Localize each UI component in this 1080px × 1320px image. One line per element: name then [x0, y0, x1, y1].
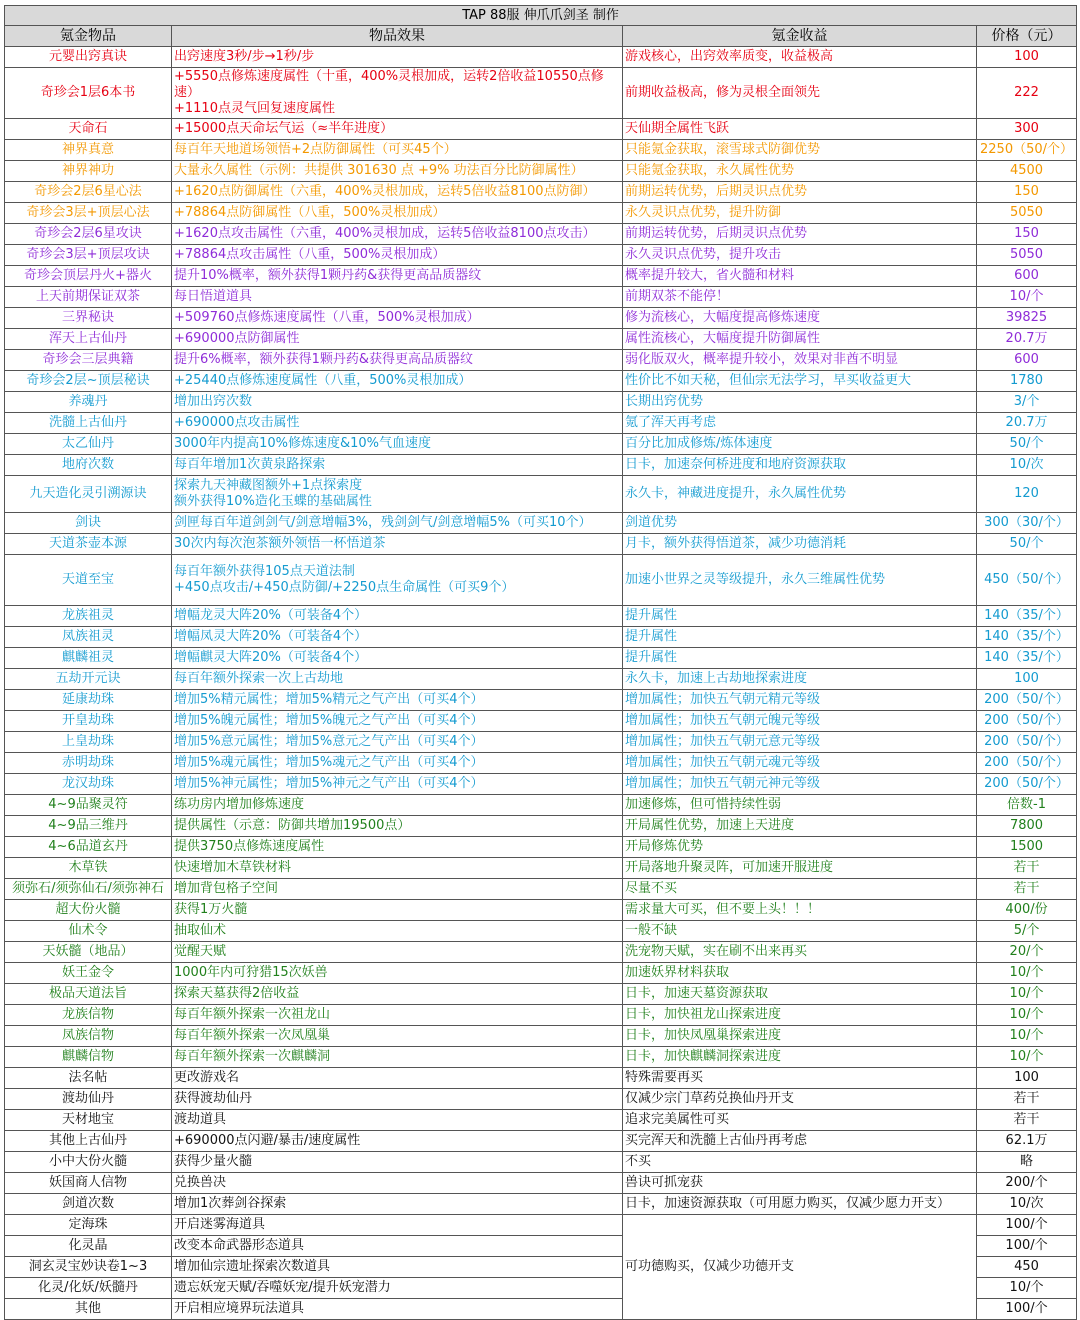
- item-name-cell: 仙术令: [5, 921, 172, 942]
- item-effect-cell: +1620点防御属性（六重，400%灵根加成，运转5倍收益8100点防御）: [172, 182, 623, 203]
- item-effect-cell: 每百年天地道场领悟+2点防御属性（可买45个）: [172, 140, 623, 161]
- item-name-cell: 九天造化灵引溯源诀: [5, 476, 172, 513]
- item-price-cell: 10/个: [977, 1005, 1077, 1026]
- item-effect-cell: 更改游戏名: [172, 1068, 623, 1089]
- table-row: [5, 606, 1077, 627]
- item-name-cell: 五劫开元诀: [5, 669, 172, 690]
- item-name-cell: 神界真意: [5, 140, 172, 161]
- item-benefit-cell: 开局落地升聚灵阵，可加速开服进度: [623, 858, 977, 879]
- table-row: [5, 392, 1077, 413]
- item-name-cell: 4~6品道玄丹: [5, 837, 172, 858]
- item-price-cell: 5/个: [977, 921, 1077, 942]
- item-price-cell: 50/个: [977, 534, 1077, 555]
- item-effect-cell: 增加1次葬剑谷探索: [172, 1194, 623, 1215]
- table-row: [5, 1131, 1077, 1152]
- item-name-cell: 化灵晶: [5, 1236, 172, 1257]
- table-row: [5, 1089, 1077, 1110]
- table-row: [5, 434, 1077, 455]
- table-row: [5, 245, 1077, 266]
- item-benefit-cell: 月卡，额外获得悟道茶，减少功德消耗: [623, 534, 977, 555]
- item-price-cell: 200（50/个）: [977, 774, 1077, 795]
- item-price-cell: 若干: [977, 1110, 1077, 1131]
- item-name-cell: 麒麟信物: [5, 1047, 172, 1068]
- item-benefit-cell: 剑道优势: [623, 513, 977, 534]
- item-name-cell: 奇珍会三层典籍: [5, 350, 172, 371]
- item-benefit-cell: 提升属性: [623, 648, 977, 669]
- table-row: [5, 350, 1077, 371]
- item-price-cell: 600: [977, 266, 1077, 287]
- item-benefit-cell: 增加属性；加快五气朝元意元等级: [623, 732, 977, 753]
- item-effect-cell: 获得渡劫仙丹: [172, 1089, 623, 1110]
- item-effect-cell: 剑匣每百年道剑剑气/剑意增幅3%，残剑剑气/剑意增幅5%（可买10个）: [172, 513, 623, 534]
- item-effect-cell: 增加5%神元属性；增加5%神元之气产出（可买4个）: [172, 774, 623, 795]
- item-name-cell: 地府次数: [5, 455, 172, 476]
- item-effect-cell: 增加出窍次数: [172, 392, 623, 413]
- item-benefit-cell: 性价比不如天秘，但仙宗无法学习，早买收益更大: [623, 371, 977, 392]
- item-price-cell: 倍数-1: [977, 795, 1077, 816]
- item-effect-cell: 增加5%精元属性；增加5%精元之气产出（可买4个）: [172, 690, 623, 711]
- item-effect-cell: 3000年内提高10%修炼速度&10%气血速度: [172, 434, 623, 455]
- item-effect-cell: 开启迷雾海道具: [172, 1215, 623, 1236]
- item-effect-cell: 增加背包格子空间: [172, 879, 623, 900]
- item-name-cell: 定海珠: [5, 1215, 172, 1236]
- item-benefit-cell: 日卡，加快祖龙山探索进度: [623, 1005, 977, 1026]
- item-price-cell: 10/个: [977, 984, 1077, 1005]
- item-name-cell: 元婴出窍真诀: [5, 47, 172, 68]
- item-price-cell: 200/个: [977, 1173, 1077, 1194]
- item-effect-cell: 提升10%概率，额外获得1颗丹药&获得更高品质器纹: [172, 266, 623, 287]
- item-price-cell: 300: [977, 119, 1077, 140]
- item-name-cell: 凤族信物: [5, 1026, 172, 1047]
- header-row: [5, 26, 1077, 47]
- item-effect-cell: 增加5%魄元属性；增加5%魄元之气产出（可买4个）: [172, 711, 623, 732]
- table-row: [5, 837, 1077, 858]
- item-benefit-cell: 洗宠物天赋，实在刷不出来再买: [623, 942, 977, 963]
- item-price-cell: 5050: [977, 245, 1077, 266]
- item-price-cell: 222: [977, 68, 1077, 119]
- item-name-cell: 奇珍会3层+顶层攻诀: [5, 245, 172, 266]
- item-effect-cell: 每百年额外探索一次凤凰巢: [172, 1026, 623, 1047]
- table-row: [5, 224, 1077, 245]
- item-price-cell: 600: [977, 350, 1077, 371]
- item-benefit-cell: 日卡，加速天墓资源获取: [623, 984, 977, 1005]
- item-benefit-cell: 增加属性；加快五气朝元神元等级: [623, 774, 977, 795]
- table-row: [5, 669, 1077, 690]
- item-name-cell: 化灵/化妖/妖髓丹: [5, 1278, 172, 1299]
- header-effect: 物品效果: [172, 26, 623, 47]
- item-name-cell: 天道茶壶本源: [5, 534, 172, 555]
- item-name-cell: 超大份火髓: [5, 900, 172, 921]
- item-price-cell: 62.1万: [977, 1131, 1077, 1152]
- item-price-cell: 400/份: [977, 900, 1077, 921]
- item-effect-cell: 每百年额外探索一次上古劫地: [172, 669, 623, 690]
- item-name-cell: 妖国商人信物: [5, 1173, 172, 1194]
- item-name-cell: 奇珍会3层+顶层心法: [5, 203, 172, 224]
- item-benefit-cell: 日卡，加速资源获取（可用愿力购买，仅减少愿力开支）: [623, 1194, 977, 1215]
- header-name: 氪金物品: [5, 26, 172, 47]
- item-price-cell: 10/个: [977, 963, 1077, 984]
- item-price-cell: 2250（50/个）: [977, 140, 1077, 161]
- item-effect-cell: 觉醒天赋: [172, 942, 623, 963]
- item-price-cell: 100: [977, 669, 1077, 690]
- item-price-cell: 300（30/个）: [977, 513, 1077, 534]
- item-effect-cell: 探索天墓获得2倍收益: [172, 984, 623, 1005]
- item-effect-cell: +78864点防御属性（八重，500%灵根加成）: [172, 203, 623, 224]
- item-name-cell: 天道至宝: [5, 555, 172, 606]
- item-effect-cell: 30次内每次泡茶额外领悟一杯悟道茶: [172, 534, 623, 555]
- item-effect-cell: 渡劫道具: [172, 1110, 623, 1131]
- item-name-cell: 妖王金令: [5, 963, 172, 984]
- item-effect-cell: 开启相应境界玩法道具: [172, 1299, 623, 1320]
- item-price-cell: 略: [977, 1152, 1077, 1173]
- item-effect-cell: +690000点攻击属性: [172, 413, 623, 434]
- item-price-cell: 140（35/个）: [977, 606, 1077, 627]
- item-effect-cell: 增加仙宗遗址探索次数道具: [172, 1257, 623, 1278]
- item-effect-cell: 增幅凤灵大阵20%（可装备4个）: [172, 627, 623, 648]
- table-row: [5, 1194, 1077, 1215]
- table-row: [5, 266, 1077, 287]
- table-row: [5, 1110, 1077, 1131]
- item-benefit-cell: 属性流核心，大幅度提升防御属性: [623, 329, 977, 350]
- item-name-cell: 天材地宝: [5, 1110, 172, 1131]
- item-benefit-cell: 修为流核心，大幅度提高修炼速度: [623, 308, 977, 329]
- item-benefit-cell: 长期出窍优势: [623, 392, 977, 413]
- item-price-cell: 若干: [977, 1089, 1077, 1110]
- table-row: [5, 513, 1077, 534]
- item-effect-cell: +15000点天命坛气运（≈半年进度）: [172, 119, 623, 140]
- item-effect-cell: +690000点防御属性: [172, 329, 623, 350]
- table-row: [5, 753, 1077, 774]
- item-name-cell: 渡劫仙丹: [5, 1089, 172, 1110]
- item-price-cell: 200（50/个）: [977, 732, 1077, 753]
- item-name-cell: 上皇劫珠: [5, 732, 172, 753]
- table-row: [5, 816, 1077, 837]
- item-name-cell: 4~9品三维丹: [5, 816, 172, 837]
- item-benefit-cell: 氪了浑天再考虑: [623, 413, 977, 434]
- table-row: [5, 963, 1077, 984]
- item-benefit-cell: 追求完美属性可买: [623, 1110, 977, 1131]
- table-row: [5, 627, 1077, 648]
- table-row: [5, 534, 1077, 555]
- item-price-cell: 10/个: [977, 287, 1077, 308]
- table-row: [5, 161, 1077, 182]
- item-effect-cell: 提供属性（示意：防御共增加19500点）: [172, 816, 623, 837]
- item-price-cell: 100: [977, 47, 1077, 68]
- table-row: [5, 732, 1077, 753]
- item-benefit-cell: 加速小世界之灵等级提升，永久三维属性优势: [623, 555, 977, 606]
- table-row: [5, 1215, 1077, 1236]
- item-benefit-cell: 提升属性: [623, 606, 977, 627]
- item-benefit-cell: 不买: [623, 1152, 977, 1173]
- item-benefit-cell: 百分比加成修炼/炼体速度: [623, 434, 977, 455]
- item-price-cell: 200（50/个）: [977, 711, 1077, 732]
- item-effect-cell: 每百年额外探索一次祖龙山: [172, 1005, 623, 1026]
- item-name-cell: 其他上古仙丹: [5, 1131, 172, 1152]
- item-price-cell: 100/个: [977, 1236, 1077, 1257]
- item-benefit-cell: 加速妖界材料获取: [623, 963, 977, 984]
- header-price: 价格（元）: [977, 26, 1077, 47]
- item-name-cell: 奇珍会2层6星攻诀: [5, 224, 172, 245]
- item-price-cell: 4500: [977, 161, 1077, 182]
- item-effect-cell: 增加5%魂元属性；增加5%魂元之气产出（可买4个）: [172, 753, 623, 774]
- table-row: [5, 858, 1077, 879]
- item-price-cell: 100/个: [977, 1215, 1077, 1236]
- item-effect-cell: +690000点闪避/暴击/速度属性: [172, 1131, 623, 1152]
- item-price-cell: 100/个: [977, 1299, 1077, 1320]
- table-row: [5, 879, 1077, 900]
- item-price-cell: 450（50/个）: [977, 555, 1077, 606]
- item-benefit-cell: 仅减少宗门草药兑换仙丹开支: [623, 1089, 977, 1110]
- table-row: [5, 984, 1077, 1005]
- table-row: [5, 1068, 1077, 1089]
- item-benefit-cell: 弱化版双火，概率提升较小，效果对非酋不明显: [623, 350, 977, 371]
- item-price-cell: 1500: [977, 837, 1077, 858]
- item-price-cell: 10/个: [977, 1047, 1077, 1068]
- item-name-cell: 奇珍会1层6本书: [5, 68, 172, 119]
- item-effect-cell: 兑换兽决: [172, 1173, 623, 1194]
- table-row: [5, 68, 1077, 119]
- item-effect-cell: 出窍速度3秒/步→1秒/步: [172, 47, 623, 68]
- item-benefit-cell: 前期运转优势，后期灵识点优势: [623, 224, 977, 245]
- item-effect-cell: +509760点修炼速度属性（八重，500%灵根加成）: [172, 308, 623, 329]
- item-effect-cell: +25440点修炼速度属性（八重，500%灵根加成）: [172, 371, 623, 392]
- sheet-title: TAP 88服 伸爪爪剑圣 制作: [5, 6, 1077, 26]
- item-benefit-cell: 开局属性优势，加速上天进度: [623, 816, 977, 837]
- item-name-cell: 剑道次数: [5, 1194, 172, 1215]
- item-name-cell: 龙族祖灵: [5, 606, 172, 627]
- item-name-cell: 龙汉劫珠: [5, 774, 172, 795]
- table-row: [5, 119, 1077, 140]
- item-benefit-cell: 增加属性；加快五气朝元魄元等级: [623, 711, 977, 732]
- item-name-cell: 奇珍会2层6星心法: [5, 182, 172, 203]
- item-name-cell: 太乙仙丹: [5, 434, 172, 455]
- item-name-cell: 木草铁: [5, 858, 172, 879]
- item-effect-cell: 改变本命武器形态道具: [172, 1236, 623, 1257]
- item-name-cell: 三界秘诀: [5, 308, 172, 329]
- item-price-cell: 20.7万: [977, 329, 1077, 350]
- header-benefit: 氪金收益: [623, 26, 977, 47]
- table-row: [5, 203, 1077, 224]
- item-price-cell: 20/个: [977, 942, 1077, 963]
- item-benefit-cell: 前期运转优势，后期灵识点优势: [623, 182, 977, 203]
- table-row: [5, 47, 1077, 68]
- item-price-cell: 1780: [977, 371, 1077, 392]
- item-benefit-cell: 概率提升较大，省火髓和材料: [623, 266, 977, 287]
- table-row: [5, 900, 1077, 921]
- table-row: [5, 329, 1077, 350]
- item-benefit-cell: 日卡，加快凤凰巢探索进度: [623, 1026, 977, 1047]
- item-name-cell: 奇珍会顶层丹火+器火: [5, 266, 172, 287]
- item-benefit-cell: 一般不缺: [623, 921, 977, 942]
- item-benefit-cell: 前期双茶不能停！: [623, 287, 977, 308]
- item-name-cell: 龙族信物: [5, 1005, 172, 1026]
- item-effect-cell: 每日悟道道具: [172, 287, 623, 308]
- item-benefit-cell: 兽诀可抓宠获: [623, 1173, 977, 1194]
- table-row: [5, 774, 1077, 795]
- table-row: [5, 648, 1077, 669]
- item-effect-cell: 大量永久属性（示例：共提供 301630 点 +9% 功法百分比防御属性）: [172, 161, 623, 182]
- item-price-cell: 39825: [977, 308, 1077, 329]
- item-effect-cell: 抽取仙术: [172, 921, 623, 942]
- item-name-cell: 赤明劫珠: [5, 753, 172, 774]
- item-benefit-cell: 增加属性；加快五气朝元精元等级: [623, 690, 977, 711]
- item-price-cell: 150: [977, 182, 1077, 203]
- item-name-cell: 延康劫珠: [5, 690, 172, 711]
- table-row: [5, 476, 1077, 513]
- item-name-cell: 剑诀: [5, 513, 172, 534]
- item-effect-cell: +1620点攻击属性（六重，400%灵根加成，运转5倍收益8100点攻击）: [172, 224, 623, 245]
- item-name-cell: 洞玄灵宝妙诀卷1~3: [5, 1257, 172, 1278]
- item-benefit-cell: 提升属性: [623, 627, 977, 648]
- item-effect-cell: +78864点攻击属性（八重，500%灵根加成）: [172, 245, 623, 266]
- item-price-cell: 10/个: [977, 1026, 1077, 1047]
- title-row: [5, 6, 1077, 26]
- item-price-cell: 200（50/个）: [977, 690, 1077, 711]
- item-effect-cell: 增幅麒灵大阵20%（可装备4个）: [172, 648, 623, 669]
- item-effect-cell: 1000年内可狩猎15次妖兽: [172, 963, 623, 984]
- item-price-cell: 120: [977, 476, 1077, 513]
- table-row: [5, 140, 1077, 161]
- item-price-cell: 10/个: [977, 1278, 1077, 1299]
- table-row: [5, 308, 1077, 329]
- item-name-cell: 凤族祖灵: [5, 627, 172, 648]
- item-name-cell: 养魂丹: [5, 392, 172, 413]
- table-row: [5, 795, 1077, 816]
- item-benefit-cell: 只能氪金获取，滚雪球式防御优势: [623, 140, 977, 161]
- table-row: [5, 555, 1077, 606]
- item-price-cell: 150: [977, 224, 1077, 245]
- item-name-cell: 极品天道法旨: [5, 984, 172, 1005]
- item-benefit-cell: 增加属性；加快五气朝元魂元等级: [623, 753, 977, 774]
- item-effect-cell: 快速增加木草铁材料: [172, 858, 623, 879]
- table-row: [5, 921, 1077, 942]
- item-effect-cell: 增幅龙灵大阵20%（可装备4个）: [172, 606, 623, 627]
- item-name-cell: 浑天上古仙丹: [5, 329, 172, 350]
- item-price-cell: 450: [977, 1257, 1077, 1278]
- item-effect-cell: 增加5%意元属性；增加5%意元之气产出（可买4个）: [172, 732, 623, 753]
- item-price-cell: 3/个: [977, 392, 1077, 413]
- item-price-cell: 50/个: [977, 434, 1077, 455]
- item-benefit-cell: 永久灵识点优势，提升攻击: [623, 245, 977, 266]
- item-effect-cell: +5550点修炼速度属性（十重，400%灵根加成，运转2倍收益10550点修速） +1110点灵气回复速度属性: [172, 68, 623, 119]
- item-effect-cell: 练功房内增加修炼速度: [172, 795, 623, 816]
- item-benefit-cell: 永久卡，加速上古劫地探索进度: [623, 669, 977, 690]
- item-name-cell: 奇珍会2层~顶层秘诀: [5, 371, 172, 392]
- item-price-cell: 100: [977, 1068, 1077, 1089]
- item-price-cell: 若干: [977, 879, 1077, 900]
- item-price-cell: 若干: [977, 858, 1077, 879]
- item-effect-cell: 获得少量火髓: [172, 1152, 623, 1173]
- table-row: [5, 942, 1077, 963]
- table-row: [5, 1005, 1077, 1026]
- item-price-cell: 20.7万: [977, 413, 1077, 434]
- table-row: [5, 182, 1077, 203]
- item-price-cell: 140（35/个）: [977, 648, 1077, 669]
- item-benefit-cell: 特殊需要再买: [623, 1068, 977, 1089]
- item-name-cell: 4~9品聚灵符: [5, 795, 172, 816]
- item-name-cell: 小中大份火髓: [5, 1152, 172, 1173]
- item-price-cell: 140（35/个）: [977, 627, 1077, 648]
- table-row: [5, 455, 1077, 476]
- item-name-cell: 法名帖: [5, 1068, 172, 1089]
- table-row: [5, 287, 1077, 308]
- item-name-cell: 天妖髓（地品）: [5, 942, 172, 963]
- item-benefit-cell: 可功德购买，仅减少功德开支: [623, 1215, 977, 1320]
- item-benefit-cell: 只能氪金获取，永久属性优势: [623, 161, 977, 182]
- table-row: [5, 371, 1077, 392]
- item-effect-cell: 每百年额外获得105点天道法制 +450点攻击/+450点防御/+2250点生命属性（可买9个）: [172, 555, 623, 606]
- item-name-cell: 麒麟祖灵: [5, 648, 172, 669]
- item-benefit-cell: 日卡，加快麒麟洞探索进度: [623, 1047, 977, 1068]
- item-benefit-cell: 尽量不买: [623, 879, 977, 900]
- item-name-cell: 上天前期保证双茶: [5, 287, 172, 308]
- table-row: [5, 711, 1077, 732]
- item-benefit-cell: 加速修炼，但可惜持续性弱: [623, 795, 977, 816]
- item-benefit-cell: 游戏核心，出窍效率质变，收益极高: [623, 47, 977, 68]
- table-row: [5, 413, 1077, 434]
- item-name-cell: 神界神功: [5, 161, 172, 182]
- item-name-cell: 须弥石/须弥仙石/须弥神石: [5, 879, 172, 900]
- item-benefit-cell: 永久灵识点优势，提升防御: [623, 203, 977, 224]
- table-row: [5, 1026, 1077, 1047]
- item-name-cell: 开皇劫珠: [5, 711, 172, 732]
- item-price-cell: 5050: [977, 203, 1077, 224]
- item-effect-cell: 提供3750点修炼速度属性: [172, 837, 623, 858]
- table-row: [5, 1152, 1077, 1173]
- item-effect-cell: 提升6%概率，额外获得1颗丹药&获得更高品质器纹: [172, 350, 623, 371]
- item-effect-cell: 每百年额外探索一次麒麟洞: [172, 1047, 623, 1068]
- item-effect-cell: 探索九天神藏图额外+1点探索度 额外获得10%造化玉蝶的基础属性: [172, 476, 623, 513]
- item-price-cell: 10/次: [977, 455, 1077, 476]
- item-price-cell: 10/次: [977, 1194, 1077, 1215]
- item-effect-cell: 获得1万火髓: [172, 900, 623, 921]
- price-table: [4, 5, 1077, 1320]
- table-row: [5, 690, 1077, 711]
- item-price-cell: 200（50/个）: [977, 753, 1077, 774]
- item-benefit-cell: 开局修炼优势: [623, 837, 977, 858]
- item-benefit-cell: 买完浑天和洗髓上古仙丹再考虑: [623, 1131, 977, 1152]
- item-benefit-cell: 需求量大可买，但不要上头！！！: [623, 900, 977, 921]
- item-name-cell: 天命石: [5, 119, 172, 140]
- item-benefit-cell: 天仙期全属性飞跃: [623, 119, 977, 140]
- item-effect-cell: 遗忘妖宠天赋/吞噬妖宠/提升妖宠潜力: [172, 1278, 623, 1299]
- item-benefit-cell: 日卡，加速奈何桥进度和地府资源获取: [623, 455, 977, 476]
- item-benefit-cell: 永久卡，神藏进度提升，永久属性优势: [623, 476, 977, 513]
- item-benefit-cell: 前期收益极高，修为灵根全面领先: [623, 68, 977, 119]
- item-price-cell: 7800: [977, 816, 1077, 837]
- item-name-cell: 其他: [5, 1299, 172, 1320]
- table-row: [5, 1047, 1077, 1068]
- item-effect-cell: 每百年增加1次黄泉路探索: [172, 455, 623, 476]
- table-row: [5, 1173, 1077, 1194]
- item-name-cell: 洗髓上古仙丹: [5, 413, 172, 434]
